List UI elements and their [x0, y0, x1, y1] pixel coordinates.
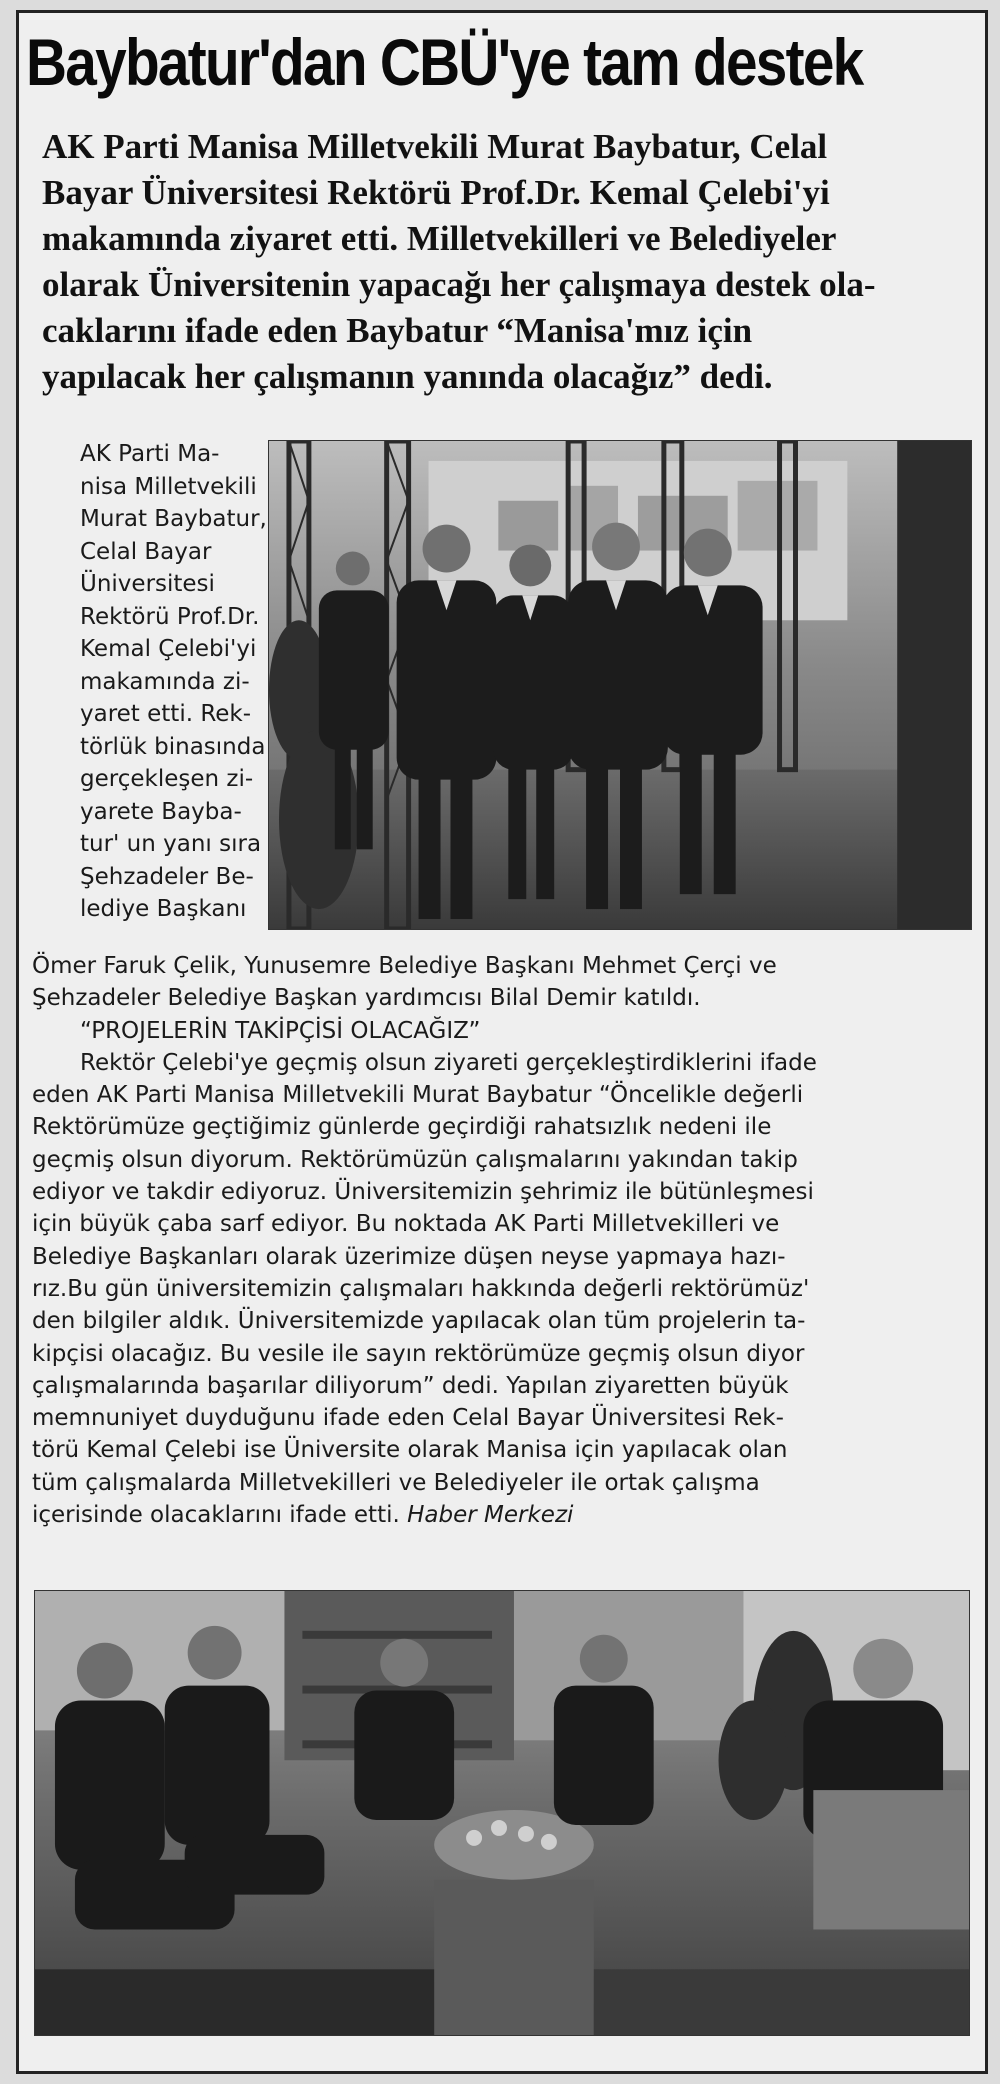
paragraph-line: için büyük çaba sarf ediyor. Bu noktada AK Parti Milletvekilleri ve [32, 1211, 780, 1238]
paragraph-line: içerisinde olacaklarını ifade etti. [32, 1502, 400, 1529]
paragraph-line: tüm çalışmalarda Milletvekilleri ve Belediyeler ile ortak çalışma [32, 1469, 760, 1496]
column-line: Murat Baybatur, [80, 506, 267, 532]
body-line: Şehzadeler Belediye Başkan yardımcısı Bilal Demir katıldı. [32, 985, 701, 1012]
column-line: yaret etti. Rek- [80, 701, 252, 727]
lead-line: caklarını ifade eden Baybatur “Manisa'mız için [42, 311, 753, 350]
column-line: Rektörü Prof.Dr. [80, 603, 260, 630]
paragraph-line: kipçisi olacağız. Bu vesile ile sayın rektörümüze geçmiş olsun diyor [32, 1340, 805, 1367]
column-line: Şehzadeler Be- [80, 863, 254, 890]
paragraph-line-last [32, 1499, 972, 1531]
lead-line: AK Parti Manisa Milletvekili Murat Baybatur, Celal [42, 127, 828, 166]
column-line: nisa Milletvekili [80, 473, 257, 500]
paragraph-line: den bilgiler aldık. Üniversitemizde yapılacak olan tüm projelerin ta- [32, 1308, 806, 1335]
paragraph-line: memnuniyet duyduğunu ifade eden Celal Bayar Üniversitesi Rek- [32, 1405, 784, 1432]
column-line: yarete Bayba- [80, 798, 242, 825]
paragraph-line: eden AK Parti Manisa Milletvekili Murat Baybatur “Öncelikle değerli [32, 1082, 804, 1109]
photo-officials-walking [268, 440, 972, 930]
lead-line: makamında ziyaret etti. Milletvekilleri ve Belediyeler [42, 219, 837, 258]
column-line: törlük binasında [80, 733, 266, 760]
byline: Haber Merkezi [407, 1502, 574, 1529]
column-line: tur' un yanı sıra [80, 831, 262, 857]
column-line: Üniversitesi [80, 571, 215, 597]
paragraph-line: çalışmalarında başarılar diliyorum” dedi. Yapılan ziyaretten büyük [32, 1372, 789, 1399]
photo-officials-seated-meeting [34, 1590, 970, 2036]
lead-line: olarak Üniversitenin yapacağı her çalışmaya destek ola- [42, 265, 876, 304]
headline: Baybatur'dan CBÜ'ye tam destek [26, 25, 863, 99]
column-line: Kemal Çelebi'yi [80, 636, 257, 662]
column-line: gerçekleşen zi- [80, 766, 254, 792]
paragraph-line: geçmiş olsun diyorum. Rektörümüzün çalışmalarını yakından takip [32, 1146, 798, 1173]
paragraph-line: ediyor ve takdir ediyoruz. Üniversitemizin şehrimiz ile bütünleşmesi [32, 1179, 814, 1206]
lead-paragraph [42, 124, 982, 400]
article-body [32, 950, 972, 1531]
paragraph-line: Belediye Başkanları olarak üzerimize düşen neyse yapmaya hazı- [32, 1243, 786, 1270]
subheading: “PROJELERİN TAKİPÇİSİ OLACAĞIZ” [80, 1017, 481, 1044]
narrow-column [80, 438, 272, 926]
paragraph-line: Rektör Çelebi'ye geçmiş olsun ziyareti gerçekleştirdiklerini ifade [80, 1049, 817, 1076]
column-line: lediye Başkanı [80, 896, 247, 922]
body-line: Ömer Faruk Çelik, Yunusemre Belediye Başkanı Mehmet Çerçi ve [32, 953, 777, 979]
paragraph-line: törü Kemal Çelebi ise Üniversite olarak Manisa için yapılacak olan [32, 1437, 788, 1464]
column-line: makamında zi- [80, 668, 250, 695]
lead-line: Bayar Üniversitesi Rektörü Prof.Dr. Kemal Çelebi'yi [42, 173, 830, 212]
lead-line: yapılacak her çalışmanın yanında olacağız” dedi. [42, 357, 773, 396]
paragraph-line: Rektörümüze geçtiğimiz günlerde geçirdiği rahatsızlık nedeni ile [32, 1114, 772, 1141]
paragraph-line: rız.Bu gün üniversitemizin çalışmaları hakkında değerli rektörümüz' [32, 1275, 810, 1302]
column-line: AK Parti Ma- [80, 441, 220, 467]
column-line: Celal Bayar [80, 538, 212, 565]
